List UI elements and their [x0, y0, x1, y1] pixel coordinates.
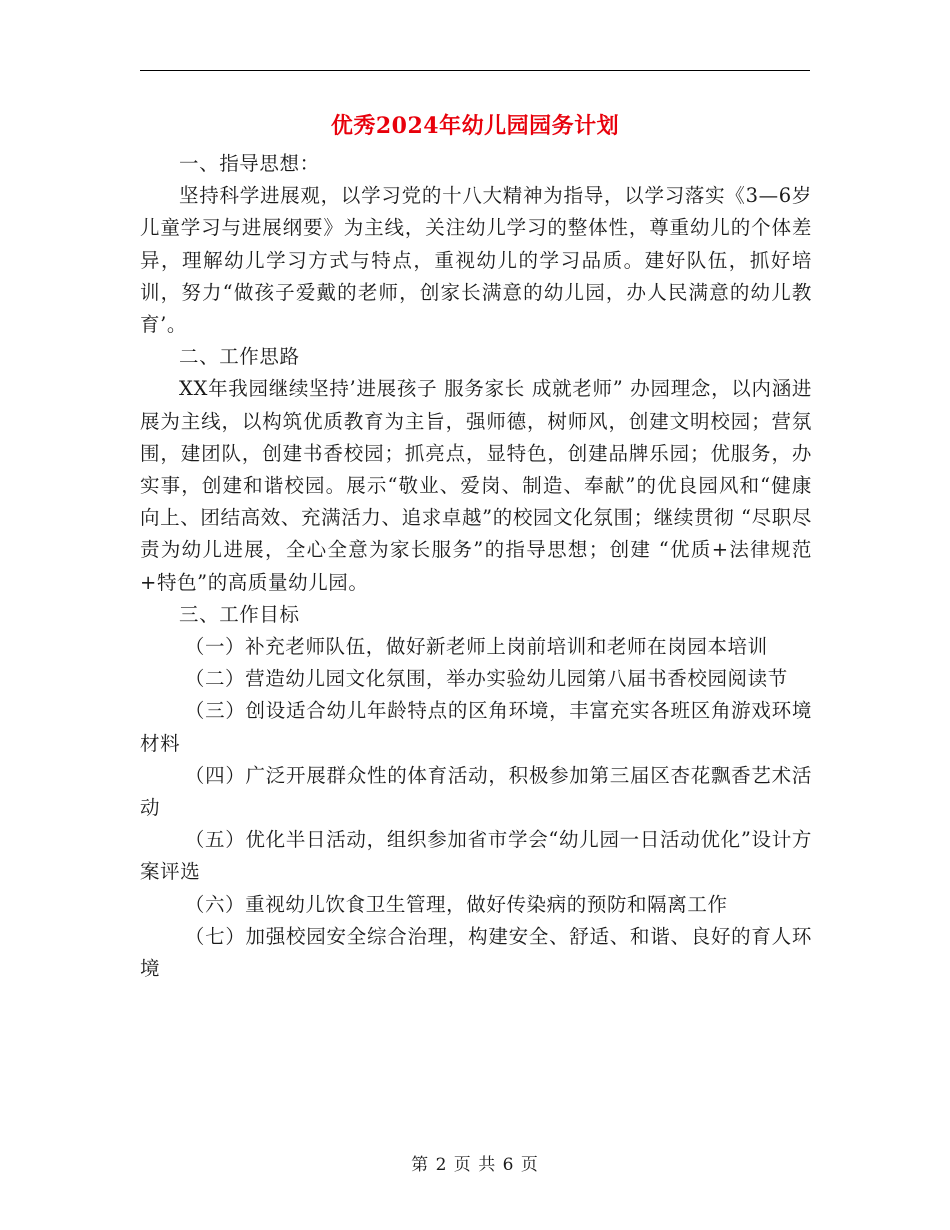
goal-item-3: （三）创设适合幼儿年龄特点的区角环境，丰富充实各班区角游戏环境材料: [140, 699, 812, 755]
section-heading-work-approach: 二、工作思路: [179, 345, 300, 369]
goal-item-6: （六）重视幼儿饮食卫生管理，做好传染病的预防和隔离工作: [184, 892, 728, 916]
goal-item-4: （四）广泛开展群众性的体育活动，积极参加第三届区杏花飘香艺术活动: [140, 763, 812, 820]
section-heading-guiding-ideology: 一、指导思想：: [179, 152, 320, 175]
goal-item-2: （二）营造幼儿园文化氛围，举办实验幼儿园第八届书香校园阅读节: [184, 667, 788, 691]
section-heading-work-goals: 三、工作目标: [179, 602, 300, 626]
header-rule: [140, 70, 810, 71]
page-number: 第 2 页 共 6 页: [411, 1155, 539, 1175]
goal-item-7: （七）加强校园安全综合治理，构建安全、舒适、和谐、良好的育人环境: [140, 924, 812, 981]
document-body: [140, 148, 812, 985]
paragraph-work-approach: XX年我园继续坚持’进展孩子 服务家长 成就老师” 办园理念，以内涵进展为主线，以构筑优质教育为主旨，强师德，树师风，创建文明校园；营氛围，建团队，创建书香校园；抓亮点，显特色，创建品牌乐园；优服务，办实事，创建和谐校园。展示“敬业、爱岗、制造、奉献”的优良园风和“健康向上、团结高效、充满活力、追求卓越”的校园文化氛围；继续贯彻 “尽职尽责为幼儿进展，全心全意为家长服务”的指导思想；创建 “优质+法律规范+特色”的高质量幼儿园。: [140, 377, 812, 594]
goal-item-5: （五）优化半日活动，组织参加省市学会“幼儿园一日活动优化”设计方案评选: [140, 828, 812, 884]
document-title: 优秀2024年幼儿园园务计划: [330, 113, 620, 139]
paragraph-guiding-ideology: 坚持科学进展观，以学习党的十八大精神为指导，以学习落实《3—6岁儿童学习与进展纲要》为主线，关注幼儿学习的整体性，尊重幼儿的个体差异，理解幼儿学习方式与特点，重视幼儿的学习品质。建好队伍，抓好培训，努力“做孩子爱戴的老师，创家长满意的幼儿园，办人民满意的幼儿教育’。: [140, 184, 812, 337]
goal-item-1: （一）补充老师队伍，做好新老师上岗前培训和老师在岗园本培训: [184, 635, 768, 659]
